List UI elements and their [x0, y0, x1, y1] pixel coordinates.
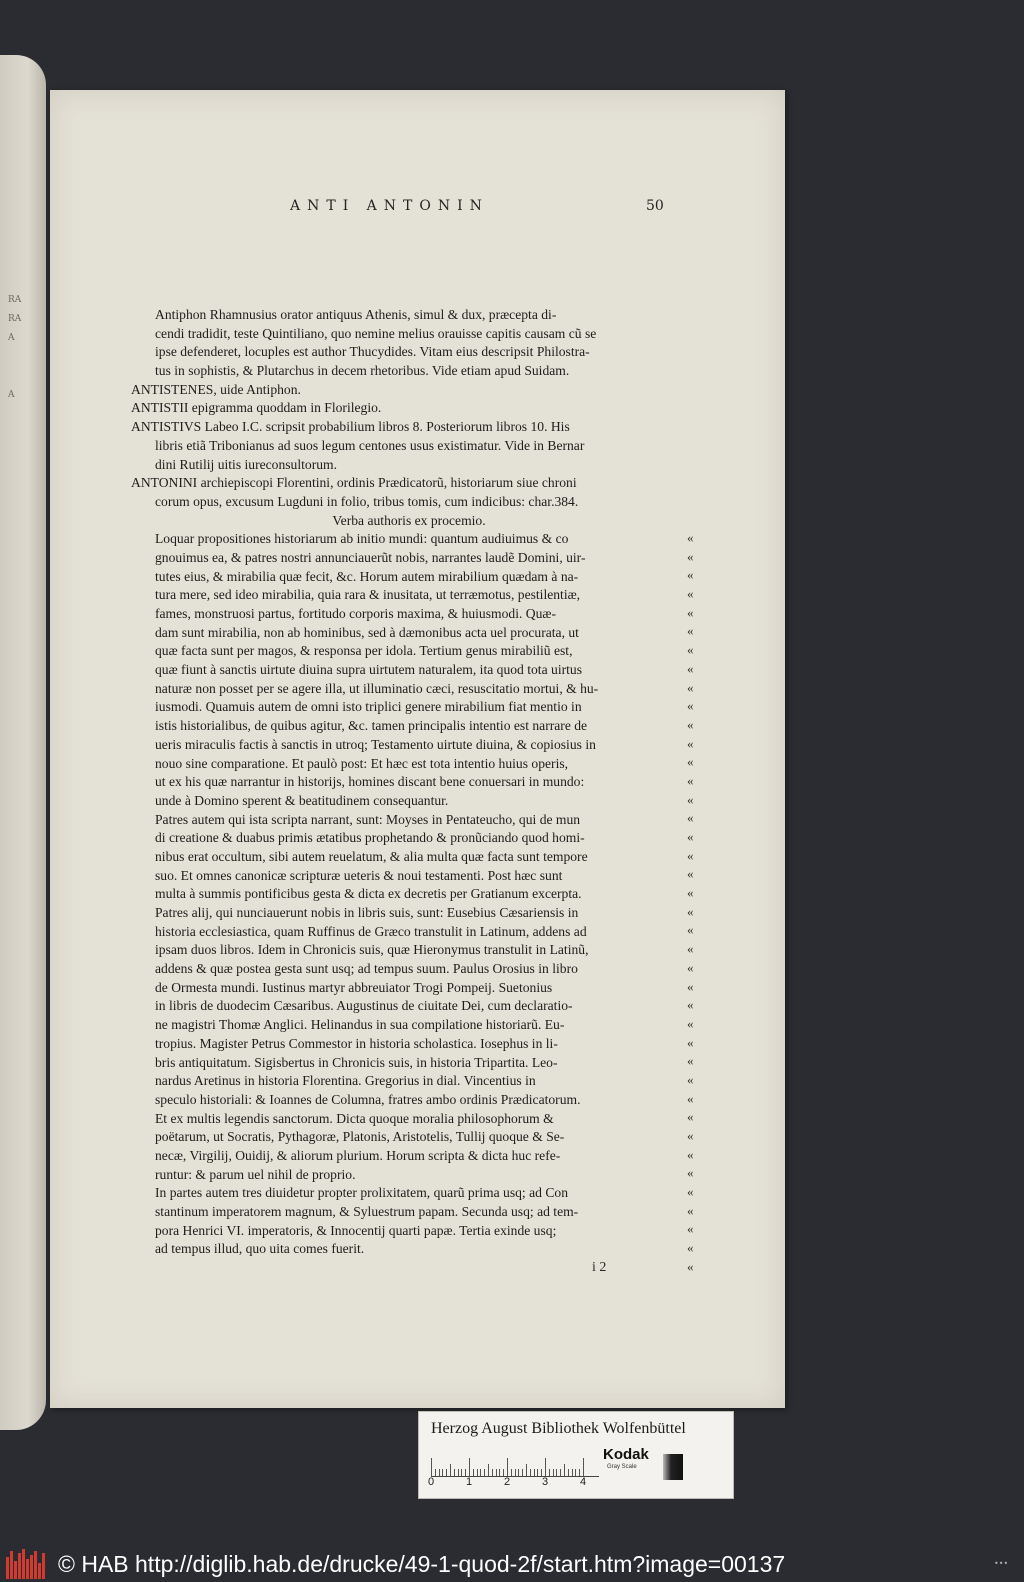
quote-mark: « [687, 604, 694, 620]
quote-mark: « [687, 1240, 694, 1256]
text-line: Verba authoris ex procemio. [332, 512, 486, 528]
text-line: In partes autem tres diuidetur propter prolixitatem, quarũ prima usq; ad Con [155, 1185, 568, 1201]
text-line: istis historialibus, de quibus agitur, &c. tamen principalis intentio est narrare de [155, 718, 588, 734]
logo-bar [34, 1551, 37, 1579]
ruler-tick [511, 1469, 512, 1476]
quote-mark: « [687, 1034, 694, 1050]
ruler-tick [545, 1458, 546, 1476]
ruler-tick [537, 1469, 538, 1476]
ruler-tick [568, 1469, 569, 1476]
text-line: unde à Domino sperent & beatitudinem consequantur. [155, 792, 449, 808]
quote-mark: « [687, 660, 694, 676]
quote-mark: « [687, 567, 694, 583]
logo-bar [26, 1559, 29, 1579]
ruler-tick [488, 1464, 489, 1476]
ruler-tick [439, 1469, 440, 1476]
margin-mark: A [8, 390, 15, 400]
logo-bar [14, 1561, 17, 1579]
ruler-tick [560, 1469, 561, 1476]
quote-mark: « [687, 1090, 694, 1106]
text-line: de Ormesta mundi. Iustinus martyr abbreuiator Trogi Pompeij. Suetonius [155, 979, 553, 995]
ruler-tick [469, 1458, 470, 1476]
text-line: stantinum imperatorem magnum, & Syluestrum papam. Secunda usq; ad tem- [155, 1204, 579, 1219]
logo-bar [6, 1557, 9, 1579]
margin-mark: RA [8, 295, 22, 305]
logo-bar [18, 1553, 21, 1579]
hab-logo-icon [6, 1549, 46, 1579]
quote-mark: « [687, 810, 694, 826]
text-line: dam sunt mirabilia, non ab hominibus, sed à dæmonibus acta uel procurata, ut [155, 624, 579, 640]
text-line: bris antiquitatum. Sigisbertus in Chronicis suis, in historia Tripartita. Leo- [155, 1054, 558, 1070]
margin-mark: A [8, 333, 15, 343]
text-line: nouo sine comparatione. Et paulò post: Et hæc est tota intentio huius operis, [155, 755, 569, 771]
ruler-tick [556, 1469, 557, 1476]
library-color-card [418, 1411, 734, 1499]
ruler-number: 3 [542, 1476, 549, 1488]
text-line: ipse defenderet, locuples est author Thucydides. Vitam eius descripsit Philostra- [155, 344, 590, 360]
text-line: nibus erat occultum, sibi autem reuelatum, & alia multa quæ facta sunt tempore [155, 848, 588, 864]
text-line: ueris miraculis factis à sanctis in utroq; Testamento uirtute diuina, & copiosius in [155, 736, 596, 752]
text-line: di creatione & duabus primis ætatibus prophetando & pronũciando quod homi- [155, 830, 585, 846]
text-line: ut ex his quæ narrantur in historijs, homines discant bene conuersari in mundo: [155, 774, 585, 790]
quote-mark: « [687, 1221, 694, 1237]
ruler-tick [431, 1458, 432, 1476]
text-line: poëtarum, ut Socratis, Pythagoræ, Platonis, Aristotelis, Tullij quoque & Se- [155, 1129, 565, 1145]
quote-mark: « [687, 978, 694, 994]
quote-mark: « [687, 623, 694, 639]
gray-scale-caption: Gray Scale [607, 1464, 637, 1470]
margin-mark: RA [8, 314, 22, 324]
text-line: multa à summis pontificibus gesta & dicta ex decretis per Gratianum excerpta. [155, 886, 582, 902]
quote-mark: « [687, 754, 694, 770]
ruler-number: 2 [504, 1476, 511, 1488]
running-head: ANTI ANTONIN [290, 198, 489, 214]
quote-mark: « [687, 959, 694, 975]
ruler-tick [442, 1469, 443, 1476]
quote-mark: « [687, 791, 694, 807]
ruler-number: 4 [580, 1476, 587, 1488]
quote-mark: « [687, 885, 694, 901]
quote-mark: « [687, 1184, 694, 1200]
text-line: tropius. Magister Petrus Commestor in historia scholastica. Iosephus in li- [155, 1035, 558, 1051]
quote-mark: « [687, 1146, 694, 1162]
quote-mark: « [687, 1258, 694, 1274]
logo-bar [30, 1555, 33, 1579]
quote-mark: « [687, 941, 694, 957]
text-line: ANTONINI archiepiscopi Florentini, ordinis Prædicatorũ, historiarum siue chroni [131, 475, 577, 491]
ruler-tick [541, 1469, 542, 1476]
book-page [50, 90, 785, 1408]
quote-mark: « [687, 997, 694, 1013]
quote-mark: « [687, 922, 694, 938]
ruler-tick [450, 1464, 451, 1476]
kodak-logo-text: Kodak [603, 1446, 649, 1463]
page-text [131, 306, 687, 1259]
ruler-tick [496, 1469, 497, 1476]
text-line: Patres alij, qui nunciauerunt nobis in libris suis, sunt: Eusebius Cæsariensis in [155, 905, 579, 920]
ruler-tick [507, 1458, 508, 1476]
quote-mark: « [687, 1053, 694, 1069]
quote-mark: « [687, 1071, 694, 1087]
text-line: corum opus, excusum Lugduni in folio, tribus tomis, cum indicibus: char.384. [155, 493, 579, 509]
text-line: ANTISTIVS Labeo I.C. scripsit probabilium libros 8. Posteriorum libros 10. His [131, 419, 570, 435]
text-line: addens & quæ postea gesta sunt usq; ad tempus suum. Paulus Orosius in libro [155, 961, 578, 977]
quote-mark: « [687, 772, 694, 788]
text-line: iusmodi. Quamuis autem de omni isto triplici genere mirabilium fiat mentio in [155, 699, 582, 715]
ruler-tick [515, 1469, 516, 1476]
ruler-tick [579, 1469, 580, 1476]
ruler-tick [477, 1469, 478, 1476]
quote-mark: « [687, 586, 694, 602]
text-line: Patres autem qui ista scripta narrant, sunt: Moyses in Pentateucho, qui de mun [155, 811, 581, 827]
ruler-tick [454, 1469, 455, 1476]
quote-mark: « [687, 1202, 694, 1218]
text-line: quæ facta sunt per magos, & responsa per idola. Tertium genus mirabiliũ est, [155, 643, 573, 659]
text-line: nardus Aretinus in historia Florentina. Gregorius in dial. Vincentius in [155, 1073, 536, 1089]
ruler-tick [480, 1469, 481, 1476]
footer-credit-link[interactable]: © HAB http://diglib.hab.de/drucke/49-1-quod-2f/start.htm?image=00137 [58, 1551, 786, 1577]
ruler-number: 1 [466, 1476, 473, 1488]
text-line: ne magistri Thomæ Anglici. Helinandus in sua compilatione historiarũ. Eu- [155, 1017, 565, 1033]
ruler-tick [499, 1469, 500, 1476]
text-line: historia ecclesiastica, quam Ruffinus de Græco transtulit in Latinum, addens ad [155, 923, 587, 939]
text-line: ANTISTENES, uide Antiphon. [131, 381, 301, 397]
ruler-tick [564, 1464, 565, 1476]
text-line: suo. Et omnes canonicæ scripturæ ueteris & noui testamenti. Post hæc sunt [155, 867, 563, 883]
quote-mark: « [687, 530, 694, 545]
facing-page-edge [0, 55, 46, 1430]
ruler-tick [530, 1469, 531, 1476]
ruler-tick [572, 1469, 573, 1476]
text-line: quæ fiunt à sanctis uirtute diuina supra uirtutem naturalem, ita quod tota uirtus [155, 662, 582, 678]
ruler-tick [526, 1464, 527, 1476]
ruler-tick [553, 1469, 554, 1476]
ruler-tick [503, 1469, 504, 1476]
quote-mark: « [687, 903, 694, 919]
text-line: libris etiã Tribonianus ad suos legum centones usus existimatur. Vide in Bernar [155, 437, 585, 453]
ruler-tick [518, 1469, 519, 1476]
quote-mark: « [687, 642, 694, 658]
logo-bar [38, 1563, 41, 1579]
quote-mark: « [687, 1015, 694, 1031]
ruler-tick [534, 1469, 535, 1476]
quote-mark: « [687, 1128, 694, 1143]
ruler-tick [575, 1469, 576, 1476]
logo-bar [22, 1549, 25, 1579]
quote-mark: « [687, 735, 694, 751]
text-line: ad tempus illud, quo uita comes fuerit. [155, 1241, 365, 1257]
text-line: naturæ non posset per se agere illa, ut illuminatio cæci, resuscitatio mortui, & hu- [155, 680, 599, 696]
ruler-number: 0 [428, 1476, 435, 1488]
text-line: pora Henrici VI. imperatoris, & Innocentij quarti papæ. Tertia exinde usq; [155, 1222, 557, 1238]
text-line: in libris de duodecim Cæsaribus. Augustinus de ciuitate Dei, cum declaratio- [155, 998, 573, 1014]
text-line: cendi tradidit, teste Quintiliano, quo nemine melius orauisse capitis causam cũ se [155, 325, 597, 341]
ruler-tick [446, 1469, 447, 1476]
quote-mark: « [687, 698, 694, 714]
scale-ruler [431, 1446, 599, 1477]
ruler-tick [465, 1469, 466, 1476]
ruler-tick [484, 1469, 485, 1476]
quote-mark: « [687, 847, 694, 863]
text-line: tutes eius, & mirabilia quæ fecit, &c. Horum autem mirabilium quædam à na- [155, 568, 579, 584]
ruler-tick [549, 1469, 550, 1476]
ruler-tick [492, 1469, 493, 1476]
quote-mark: « [687, 866, 694, 882]
text-line: fames, monstruosi partus, fortitudo corporis maxima, & huiusmodi. Quæ- [155, 606, 556, 621]
ruler-tick [473, 1469, 474, 1476]
text-line: tura mere, sed ideo mirabilia, quia rara & inusitata, ut terræmotus, pestilentiæ, [155, 587, 581, 603]
text-line: Antiphon Rhamnusius orator antiquus Athenis, simul & dux, præcepta di- [155, 307, 557, 322]
ruler-tick [583, 1458, 584, 1476]
folio-number: 50 [646, 198, 664, 214]
quote-mark: « [687, 548, 694, 564]
text-line: dini Rutilij uitis iureconsultorum. [155, 456, 338, 472]
signature-mark: i 2 [592, 1260, 607, 1275]
ruler-tick [461, 1469, 462, 1476]
text-line: speculo historiali: & Ioannes de Columna, fratres ambo ordinis Prædicatorum. [155, 1091, 581, 1107]
text-line: necæ, Virgilij, Ouidij, & aliorum plurium. Horum scripta & dicta huc refe- [155, 1147, 561, 1163]
quote-mark: « [687, 1109, 694, 1125]
text-line: ANTISTII epigramma quoddam in Florilegio. [131, 400, 382, 416]
logo-bar [42, 1553, 45, 1579]
quote-mark: « [687, 679, 694, 695]
text-line: Loquar propositiones historiarum ab initio mundi: quantum audiuimus & co [155, 531, 569, 547]
logo-bar [10, 1551, 13, 1579]
text-line: gnouimus ea, & patres nostri annunciauerũt nobis, narrantes laudẽ Domini, uir- [155, 549, 586, 565]
quotation-marks-column [687, 529, 699, 1277]
ruler-tick [458, 1469, 459, 1476]
text-line: Et ex multis legendis sanctorum. Dicta quoque moralia philosophorum & [155, 1110, 554, 1126]
quote-mark: « [687, 1165, 694, 1181]
text-line: tus in sophistis, & Plutarchus in decem rhetoribus. Vide etiam apud Suidam. [155, 363, 570, 379]
ruler-tick [435, 1469, 436, 1476]
gray-scale-patch [663, 1454, 683, 1480]
more-dots-icon[interactable]: ••• [994, 1559, 1009, 1568]
text-line: ipsam duos libros. Idem in Chronicis suis, quæ Hieronymus transtulit in Latinũ, [155, 942, 589, 958]
quote-mark: « [687, 829, 694, 844]
ruler-tick [522, 1469, 523, 1476]
library-name: Herzog August Bibliothek Wolfenbüttel [431, 1420, 686, 1437]
footer-bar [0, 1545, 1024, 1582]
text-line: runtur: & parum uel nihil de proprio. [155, 1166, 356, 1182]
quote-mark: « [687, 716, 694, 732]
